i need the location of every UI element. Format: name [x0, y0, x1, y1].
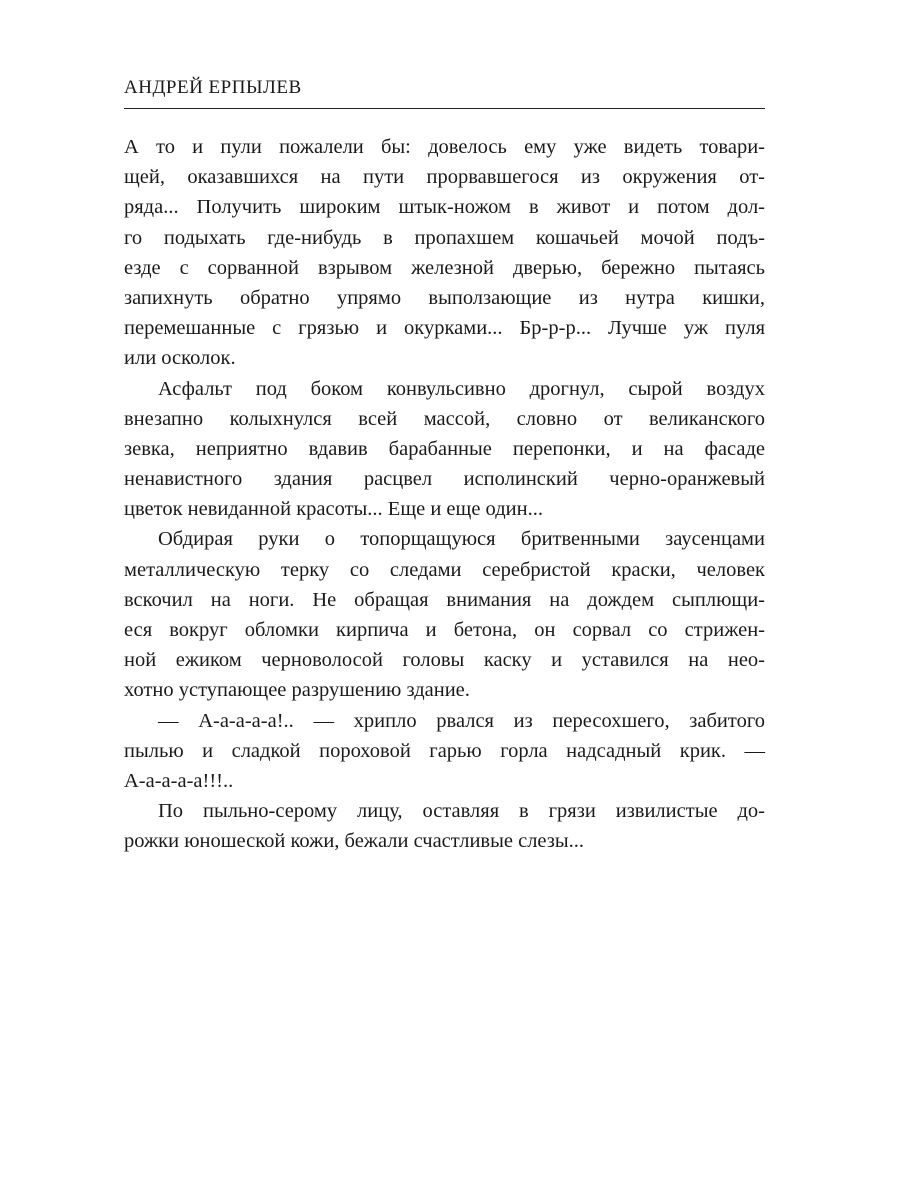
text-line: запихнуть обратно упрямо выползающие из нутра кишки,: [124, 286, 765, 309]
text-line: А-а-а-а-а!!!..: [124, 769, 234, 792]
text-line: еся вокруг обломки кирпича и бетона, он сорвал со стрижен-: [124, 619, 765, 641]
text-line: щей, оказавшихся на пути прорвавшегося из окружения от-: [124, 166, 765, 189]
text-line: езде с сорванной взрывом железной дверью, бережно пытаясь: [124, 256, 765, 279]
text-line: ненавистного здания расцвел исполинский черно-оранжевый: [124, 468, 765, 491]
text-line: рожки юношеской кожи, бежали счастливые слезы...: [124, 830, 585, 853]
text-line: По пыльно-серому лицу, оставляя в грязи извилистые до-: [158, 800, 765, 823]
text-line: Асфальт под боком конвульсивно дрогнул, сырой воздух: [158, 377, 765, 400]
header-rule: [124, 108, 765, 109]
text-line: зевка, неприятно вдавив барабанные перепонки, и на фасаде: [124, 437, 765, 460]
text-line: перемешанные с грязью и окурками... Бр-р-р... Лучше уж пуля: [124, 317, 765, 340]
text-line: пылью и сладкой пороховой гарью горла надсадный крик. —: [124, 739, 765, 762]
text-line: цветок невиданной красоты... Еще и еще один...: [124, 498, 543, 521]
text-line: Обдирая руки о топорщащуюся бритвенными заусенцами: [158, 528, 765, 551]
text-line: го подыхать где-нибудь в пропахшем кошачьей мочой подъ-: [124, 226, 765, 249]
text-line: внезапно колыхнулся всей массой, словно от великанского: [124, 407, 765, 430]
text-line: вскочил на ноги. Не обращая внимания на дождем сыплющи-: [124, 588, 765, 611]
body-text: [124, 132, 765, 857]
text-line: хотно уступающее разрушению здание.: [124, 679, 470, 702]
text-line: ной ежиком черноволосой головы каску и уставился на нео-: [124, 649, 765, 672]
text-line: или осколок.: [124, 347, 236, 370]
text-line: — А-а-а-а-а!.. — хрипло рвался из пересохшего, забитого: [158, 709, 765, 732]
text-line: ряда... Получить широким штык-ножом в живот и потом дол-: [124, 196, 765, 219]
running-head-author: АНДРЕЙ ЕРПЫЛЕВ: [124, 77, 302, 98]
text-line: А то и пули пожалели бы: довелось ему уже видеть товари-: [124, 136, 765, 158]
text-line: металлическую терку со следами серебристой краски, человек: [124, 558, 765, 581]
